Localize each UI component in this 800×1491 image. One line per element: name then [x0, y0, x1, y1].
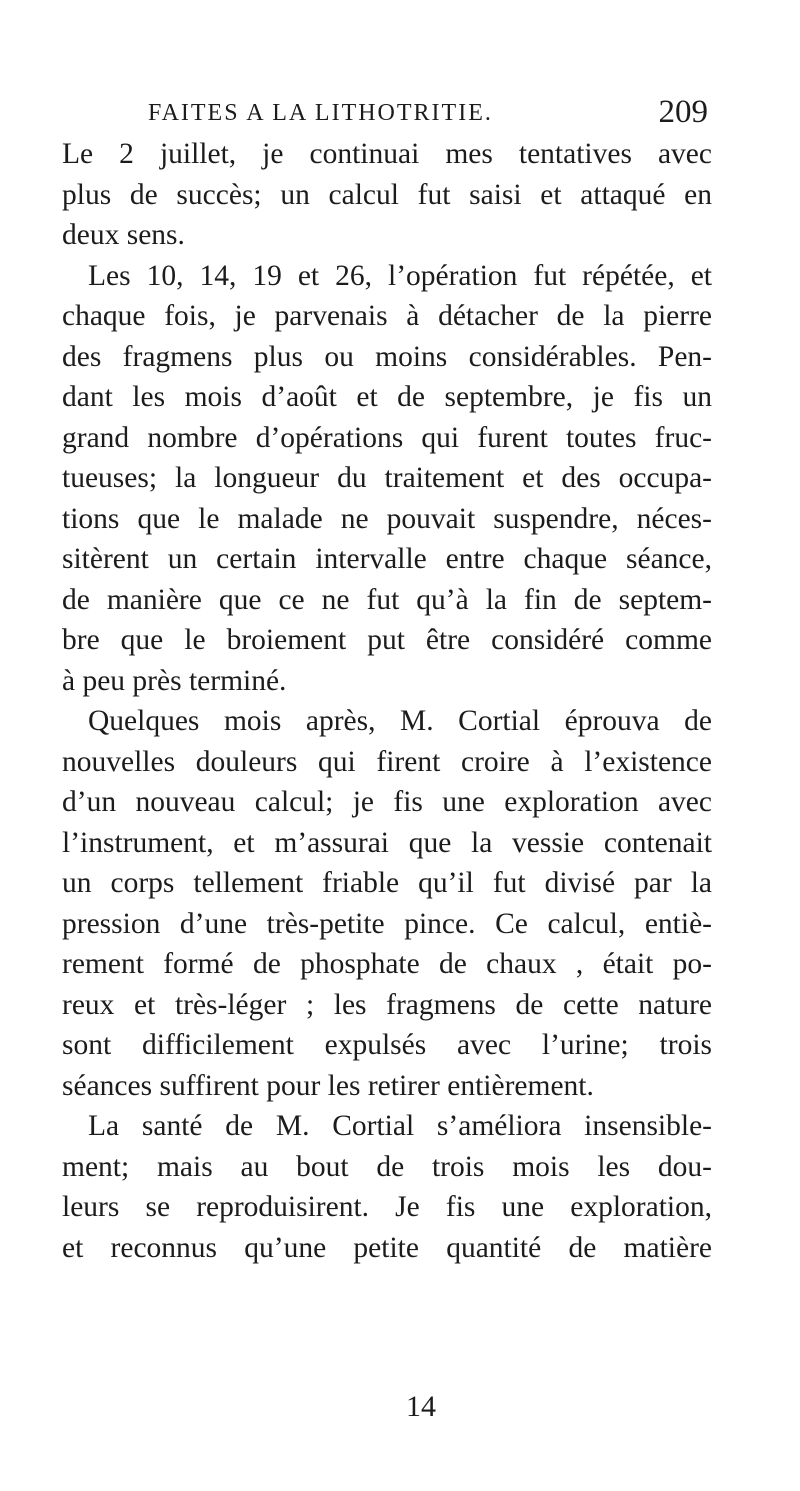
- text-line: des fragmens plus ou moins considérables. Pen-: [62, 340, 712, 373]
- text-line: l’instrument, et m’assurai que la vessie contenait: [62, 826, 712, 859]
- text-line: et reconnus qu’une petite quantité de matière: [62, 1231, 712, 1264]
- body-text: [62, 134, 712, 1268]
- text-line: chaque fois, je parvenais à détacher de la pierre: [62, 300, 712, 332]
- page-number: 209: [658, 94, 708, 130]
- text-line: nouvelles douleurs qui firent croire à l’existence: [62, 745, 712, 778]
- text-line: Le 2 juillet, je continuai mes tentatives avec: [62, 138, 712, 170]
- signature-mark: 14: [406, 1390, 436, 1423]
- text-line: d’un nouveau calcul; je fis une exploration avec: [62, 786, 712, 818]
- text-line: séances suffirent pour les retirer entièrement.: [62, 1069, 594, 1102]
- text-line: grand nombre d’opérations qui furent toutes fruc-: [62, 421, 712, 454]
- text-line: tueuses; la longueur du traitement et des occupa-: [62, 462, 712, 494]
- text-line: un corps tellement friable qu’il fut divisé par la: [62, 867, 712, 899]
- text-line: deux sens.: [62, 219, 185, 251]
- running-title: FAITES A LA LITHOTRITIE.: [148, 100, 493, 126]
- text-line: sont difficilement expulsés avec l’urine; trois: [62, 1029, 712, 1061]
- text-line: bre que le broiement put être considéré comme: [62, 624, 712, 656]
- paragraph-start-line: Les 10, 14, 19 et 26, l’opération fut répétée, et: [88, 259, 712, 292]
- text-line: ment; mais au bout de trois mois les dou-: [62, 1150, 712, 1183]
- running-head: [148, 96, 708, 132]
- text-line: pression d’une très-petite pince. Ce calcul, entiè-: [62, 907, 712, 940]
- text-line: sitèrent un certain intervalle entre chaque séance,: [62, 543, 712, 575]
- paragraph-start-line: La santé de M. Cortial s’améliora insensible-: [88, 1110, 712, 1142]
- text-line: de manière que ce ne fut qu’à la fin de septem-: [62, 583, 712, 616]
- paragraph-start-line: Quelques mois après, M. Cortial éprouva de: [88, 705, 712, 737]
- text-line: plus de succès; un calcul fut saisi et attaqué en: [62, 178, 712, 211]
- text-line: dant les mois d’août et de septembre, je fis un: [62, 381, 712, 413]
- text-line: leurs se reproduisirent. Je fis une exploration,: [62, 1191, 712, 1223]
- text-line: rement formé de phosphate de chaux , était po-: [62, 948, 712, 980]
- text-line: tions que le malade ne pouvait suspendre, néces-: [62, 502, 712, 535]
- text-line: à peu près terminé.: [62, 664, 287, 697]
- text-line: reux et très-léger ; les fragmens de cette nature: [62, 988, 712, 1021]
